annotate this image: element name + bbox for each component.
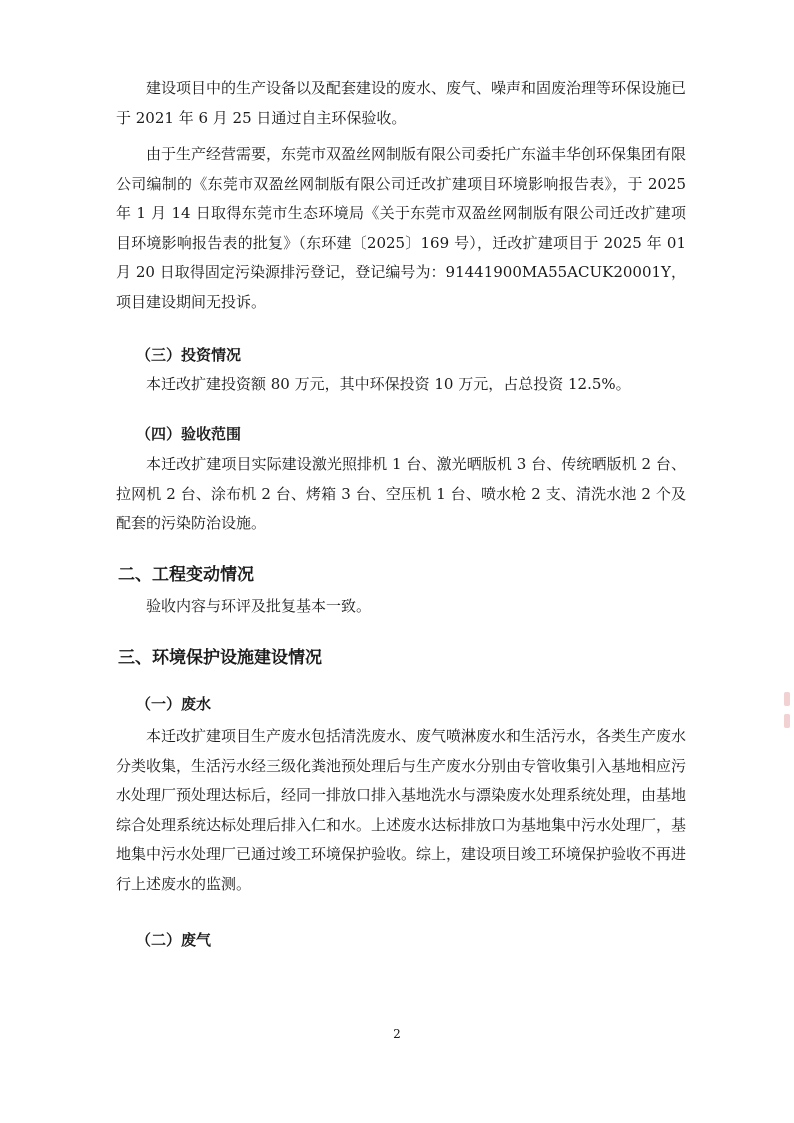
paragraph-wastewater: 本迁改扩建项目生产废水包括清洗废水、废气喷淋废水和生活污水，各类生产废水分类收集，生活污水经三级化粪池预处理后与生产废水分别由专管收集引入基地相应污水处理厂预处理达标后，经同一排放口排入基地洗水与漂染废水处理系统处理，由基地综合处理系统达标处理后排入仁和水。上述废水达标排放口为基地集中污水处理厂，基地集中污水处理厂已通过竣工环境保护验收。综上，建设项目竣工环境保护验收不再进行上述废水的监测。: [116, 727, 687, 893]
paragraph-acceptance-scope: 本迁改扩建项目实际建设激光照排机 1 台、激光晒版机 3 台、传统晒版机 2 台、拉网机 2 台、涂布机 2 台、烤箱 3 台、空压机 1 台、喷水枪 2 支、清洗水池 2 个及配套的污染防治设施。: [116, 455, 686, 532]
page-number: 2: [393, 1027, 401, 1041]
heading-acceptance-scope: （四）验收范围: [136, 425, 242, 443]
heading-investment: （三）投资情况: [136, 346, 242, 364]
paragraph-engineering-changes: 验收内容与环评及批复基本一致。: [146, 597, 372, 615]
heading-environmental-facilities: 三、环境保护设施建设情况: [118, 648, 322, 668]
heading-engineering-changes: 二、工程变动情况: [118, 565, 254, 585]
paragraph-acceptance-history: 建设项目中的生产设备以及配套建设的废水、废气、噪声和固废治理等环保设施已于 2021 年 6 月 25 日通过自主环保验收。: [116, 79, 687, 127]
seal-edge-mark: [784, 692, 790, 706]
paragraph-investment: 本迁改扩建投资额 80 万元，其中环保投资 10 万元，占总投资 12.5%。: [146, 375, 631, 393]
paragraph-relocation-approval: 由于生产经营需要，东莞市双盈丝网制版有限公司委托广东溢丰华创环保集团有限公司编制的《东莞市双盈丝网制版有限公司迁改扩建项目环境影响报告表》，于 2025 年 1 月 14 日取得东莞市生态环境局《关于东莞市双盈丝网制版有限公司迁改扩建项目环境影响报告表的批复》（东环建〔2025〕169 号），迁改扩建项目于 2025 年 01 月 20 日取得固定污染源排污登记，登记编号为：91441900MA55ACUK20001Y，项目建设期间无投诉。: [116, 145, 687, 311]
heading-wastewater: （一）废水: [136, 695, 212, 713]
seal-edge-mark: [784, 714, 790, 728]
heading-exhaust-gas: （二）废气: [136, 931, 212, 949]
